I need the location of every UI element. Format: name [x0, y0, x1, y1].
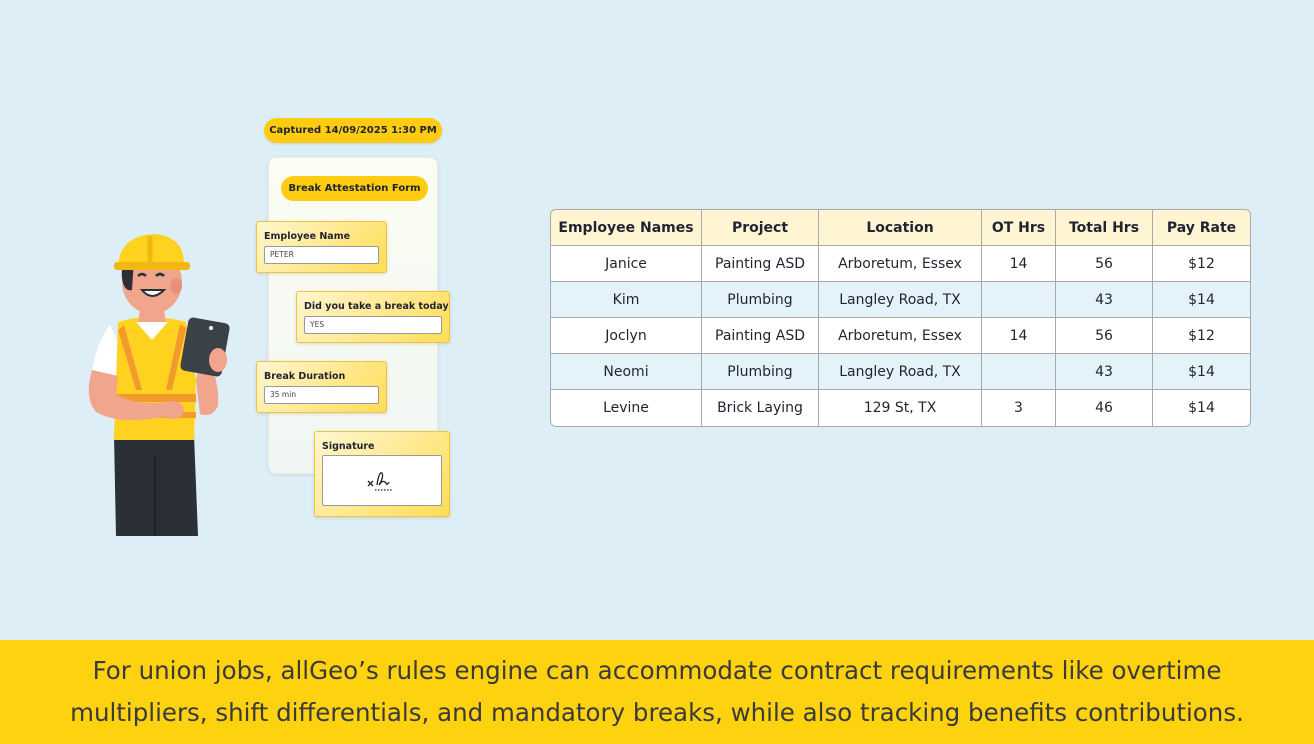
table-cell: Plumbing	[702, 282, 819, 318]
column-header: Location	[819, 210, 982, 246]
break-taken-field-card	[296, 291, 450, 343]
column-header: Pay Rate	[1153, 210, 1250, 246]
table-cell: Arboretum, Essex	[819, 246, 982, 282]
table-cell: $12	[1153, 318, 1250, 354]
column-header: Total Hrs	[1056, 210, 1153, 246]
table-cell: $14	[1153, 354, 1250, 390]
construction-worker-illustration	[80, 230, 250, 536]
table-row	[551, 390, 1250, 426]
employee-hours-table	[550, 209, 1251, 427]
column-header: Employee Names	[551, 210, 702, 246]
break-taken-input[interactable]: YES	[304, 316, 442, 334]
table-cell	[982, 282, 1056, 318]
table-cell: Langley Road, TX	[819, 282, 982, 318]
table-cell	[982, 354, 1056, 390]
table-cell: Painting ASD	[702, 318, 819, 354]
table-cell: Plumbing	[702, 354, 819, 390]
table-cell: Painting ASD	[702, 246, 819, 282]
table-cell: Langley Road, TX	[819, 354, 982, 390]
field-label: Employee Name	[264, 231, 351, 242]
table-cell: 3	[982, 390, 1056, 426]
table-row	[551, 282, 1250, 318]
table-cell: 56	[1056, 246, 1153, 282]
table-cell: $14	[1153, 390, 1250, 426]
table-cell: Janice	[551, 246, 702, 282]
field-label: Did you take a break today	[304, 301, 449, 312]
table-cell: $14	[1153, 282, 1250, 318]
field-label: Signature	[322, 441, 375, 452]
table-cell: 43	[1056, 282, 1153, 318]
column-header: OT Hrs	[982, 210, 1056, 246]
employee-name-input[interactable]: PETER	[264, 246, 379, 264]
table-row	[551, 354, 1250, 390]
table-cell: Kim	[551, 282, 702, 318]
form-title: Break Attestation Form	[281, 176, 428, 201]
column-header: Project	[702, 210, 819, 246]
table-cell: 14	[982, 246, 1056, 282]
table-cell: 14	[982, 318, 1056, 354]
table-cell: 46	[1056, 390, 1153, 426]
employee-name-field-card	[256, 221, 387, 273]
caption-text: For union jobs, allGeo’s rules engine can accommodate contract requirements like overtime multipliers, shift differentials, and mandatory breaks, while also tracking benefits contributions.	[0, 640, 1314, 744]
table-cell: Neomi	[551, 354, 702, 390]
table-row	[551, 318, 1250, 354]
table-cell: Brick Laying	[702, 390, 819, 426]
table-cell: 56	[1056, 318, 1153, 354]
captured-timestamp-badge: Captured 14/09/2025 1:30 PM	[264, 118, 442, 143]
break-duration-field-card	[256, 361, 387, 413]
table-cell: 43	[1056, 354, 1153, 390]
table-cell: Levine	[551, 390, 702, 426]
signature-scribble-icon	[365, 469, 399, 493]
field-label: Break Duration	[264, 371, 346, 382]
signature-pad[interactable]	[322, 455, 442, 506]
table-cell: 129 St, TX	[819, 390, 982, 426]
break-duration-input[interactable]: 35 min	[264, 386, 379, 404]
signature-field-card	[314, 431, 450, 517]
table-cell: Arboretum, Essex	[819, 318, 982, 354]
table-header-row	[551, 210, 1250, 246]
table-cell: Joclyn	[551, 318, 702, 354]
table-cell: $12	[1153, 246, 1250, 282]
table-row	[551, 246, 1250, 282]
